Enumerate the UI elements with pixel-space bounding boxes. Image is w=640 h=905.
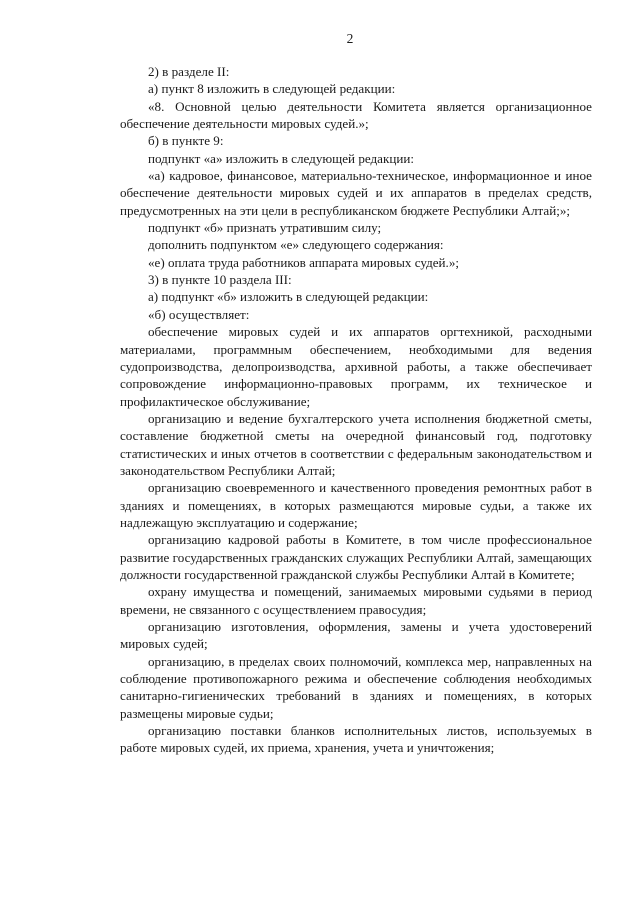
paragraph: организацию своевременного и качественного проведения ремонтных работ в зданиях и помещениях, в которых размещаются мировые судьи, а также их надлежащую эксплуатацию и содержание;	[120, 480, 592, 530]
page-number: 2	[346, 31, 354, 46]
paragraph: «8. Основной целью деятельности Комитета является организационное обеспечение деятельности мировых судей.»;	[120, 98, 592, 132]
paragraph: охрану имущества и помещений, занимаемых мировыми судьями в период времени, не связанного с осуществлением правосудия;	[120, 584, 592, 617]
paragraph: а) подпункт «б» изложить в следующей редакции:	[148, 289, 429, 305]
paragraph: «е) оплата труда работников аппарата мировых судей.»;	[148, 254, 460, 270]
paragraph: дополнить подпунктом «е» следующего содержания:	[148, 237, 444, 253]
paragraph: «а) кадровое, финансовое, материально-техническое, информационное и иное обеспечение деятельности мировых судей и их аппаратов в пределах средств, предусмотренных на эти цели в республиканском бюджете Республики Алтай;»;	[120, 168, 592, 218]
paragraph: обеспечение мировых судей и их аппаратов оргтехникой, расходными материалами, программным обеспечением, необходимыми для ведения судопроизводства, делопроизводства, архивной работы, а также обеспечивает сопровождение информационно-правовых программ, их техническое и профилактическое обслуживание;	[120, 324, 592, 409]
paragraph: подпункт «а» изложить в следующей редакции:	[148, 150, 415, 166]
paragraph: 3) в пункте 10 раздела III:	[148, 272, 292, 288]
paragraph: 2) в разделе II:	[148, 64, 230, 79]
paragraph: организацию, в пределах своих полномочий, комплекса мер, направленных на соблюдение противопожарного режима и обеспечение соблюдения необходимых санитарно-гигиенических требований в зданиях и помещениях, в которых размещены мировые судьи;	[120, 653, 592, 721]
paragraph: организацию и ведение бухгалтерского учета исполнения бюджетной сметы, составление бюджетной сметы на очередной финансовый год, подготовку статистических и иных отчетов в соответствии с федеральным законодательством и законодательством Республики Алтай;	[120, 410, 592, 478]
paragraph: а) пункт 8 изложить в следующей редакции:	[148, 81, 396, 97]
paragraph: подпункт «б» признать утратившим силу;	[148, 220, 382, 236]
document-body	[120, 63, 592, 757]
paragraph: организацию кадровой работы в Комитете, в том числе профессиональное развитие государственных гражданских служащих Республики Алтай, замещающих должности государственной гражданской службы Республики Алтай в Комитете;	[120, 532, 592, 582]
paragraph: б) в пункте 9:	[148, 133, 224, 149]
paragraph: организацию поставки бланков исполнительных листов, используемых в работе мировых судей, их приема, хранения, учета и уничтожения;	[120, 723, 592, 756]
paragraph: организацию изготовления, оформления, замены и учета удостоверений мировых судей;	[120, 619, 592, 652]
paragraph: «б) осуществляет:	[148, 306, 250, 322]
